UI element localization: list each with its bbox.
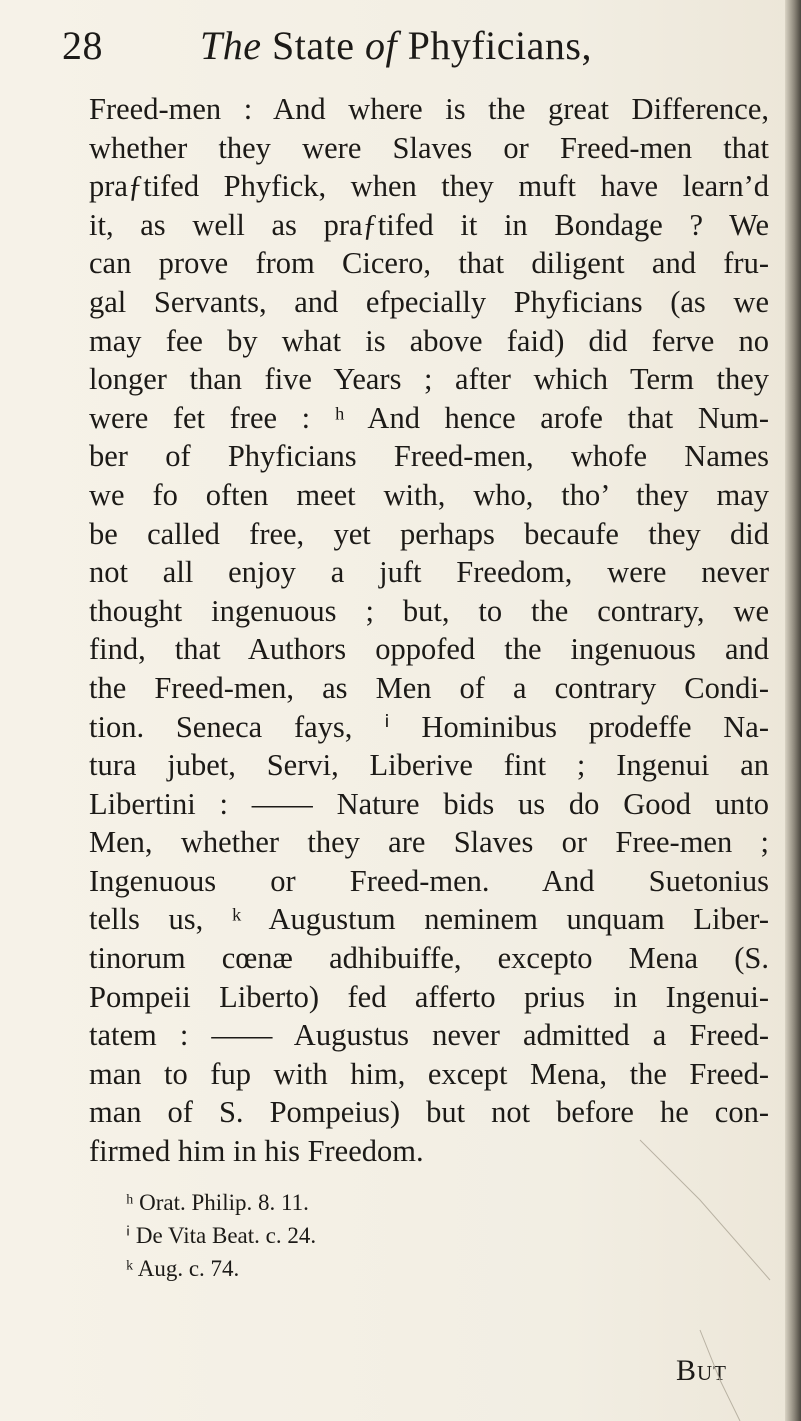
- title-state: State: [272, 23, 355, 68]
- text-line: Men, whether they are Slaves or Free-men ;: [89, 825, 769, 860]
- text-line: Pompeii Liberto) fed afferto prius in Ingenui-: [89, 979, 769, 1014]
- text-line: praƒtifed Phyfick, when they muft have learn’d: [89, 169, 769, 204]
- text-line: whether they were Slaves or Freed-men that: [89, 130, 769, 165]
- text-line: find, that Authors oppofed the ingenuous and: [89, 632, 769, 667]
- text-line: tells us, ᵏ Augustum neminem unquam Liber-: [89, 902, 769, 937]
- text-line: tura jubet, Servi, Liberive fint ; Ingenui an: [89, 748, 769, 783]
- text-line: Ingenuous or Freed-men. And Suetonius: [89, 863, 769, 898]
- text-line: tinorum cœnæ adhibuiffe, excepto Mena (S.: [89, 941, 769, 976]
- title-physicians: Phyficians,: [407, 23, 592, 68]
- title-of: of: [364, 23, 398, 68]
- footnote: ʰ Orat. Philip. 8. 11.: [126, 1190, 309, 1215]
- text-line: tatem : —— Augustus never admitted a Freed-: [89, 1018, 769, 1053]
- text-line: Freed-men : And where is the great Difference,: [89, 92, 769, 126]
- text-line-last: firmed him in his Freedom.: [89, 1134, 424, 1169]
- text-line: gal Servants, and efpecially Phyficians (as we: [89, 284, 769, 319]
- catchword: But: [676, 1354, 728, 1387]
- footnote: ᵏ Aug. c. 74.: [126, 1256, 240, 1281]
- text-line: can prove from Cicero, that diligent and fru-: [89, 246, 769, 281]
- text-line: man to fup with him, except Mena, the Freed-: [89, 1056, 769, 1091]
- text-line: we fo often meet with, who, tho’ they may: [89, 477, 769, 512]
- text-line: be called free, yet perhaps becaufe they did: [89, 516, 769, 551]
- text-line: man of S. Pompeius) but not before he con-: [89, 1095, 769, 1130]
- text-line: may fee by what is above faid) did ferve no: [89, 323, 769, 358]
- text-line: were fet free : ʰ And hence arofe that Num-: [89, 400, 769, 435]
- page-number: 28: [62, 23, 103, 68]
- text-line: Libertini : —— Nature bids us do Good unto: [89, 786, 769, 821]
- text-line: tion. Seneca fays, ⁱ Hominibus prodeffe Na-: [89, 709, 769, 744]
- text-line: ber of Phyficians Freed-men, whofe Names: [89, 439, 769, 474]
- text-line: it, as well as praƒtifed it in Bondage ? We: [89, 207, 769, 242]
- text-line: thought ingenuous ; but, to the contrary, we: [89, 593, 769, 628]
- text-line: longer than five Years ; after which Term they: [89, 362, 769, 397]
- title-the: The: [200, 23, 262, 68]
- text-line: not all enjoy a juft Freedom, were never: [89, 555, 769, 590]
- text-line: the Freed-men, as Men of a contrary Condi-: [89, 670, 769, 705]
- footnote: ⁱ De Vita Beat. c. 24.: [126, 1223, 317, 1248]
